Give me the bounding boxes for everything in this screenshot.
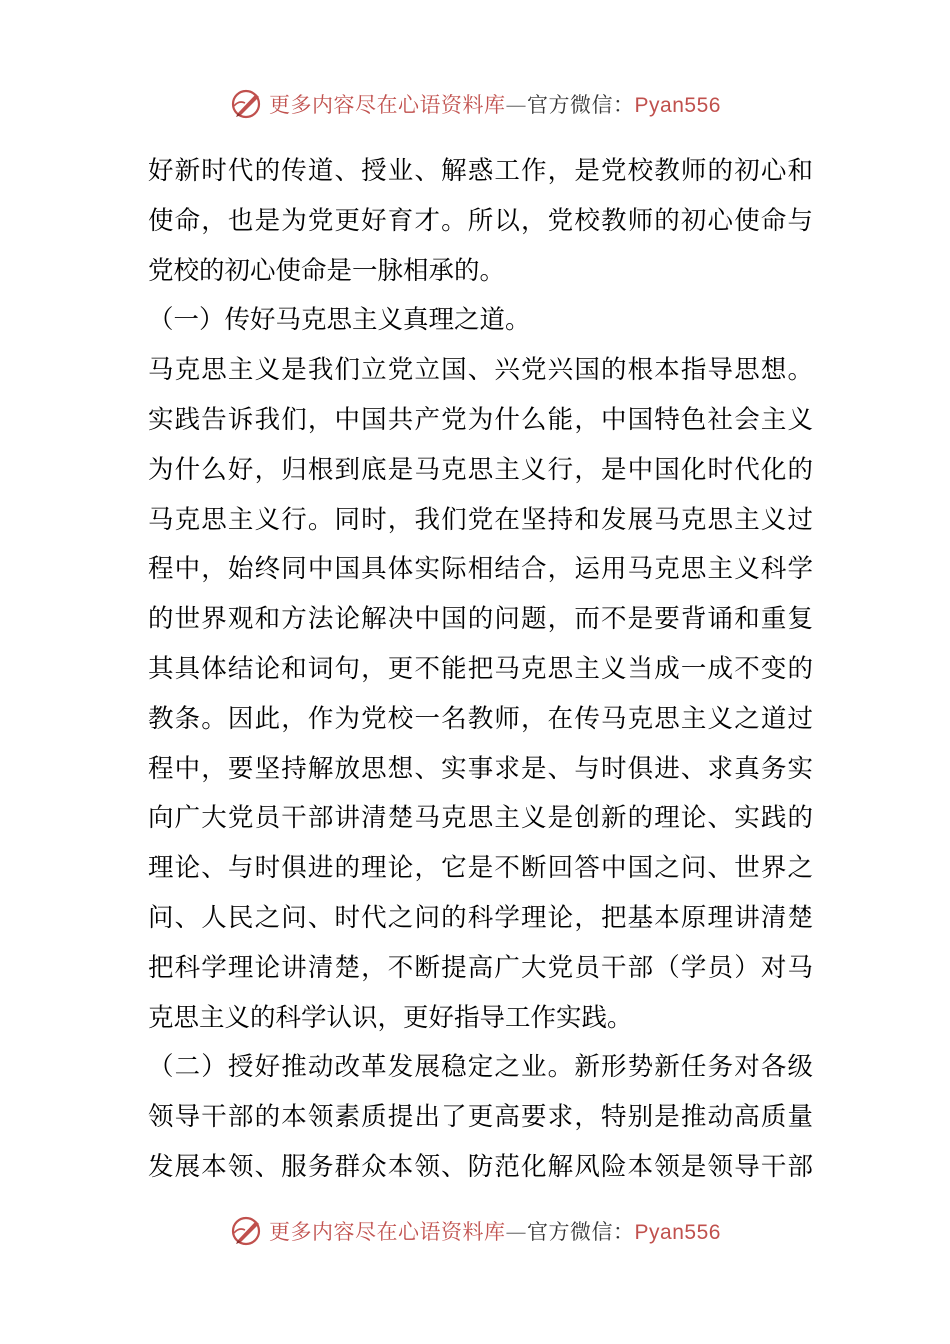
body-line: 向广大党员干部讲清楚马克思主义是创新的理论、实践的 — [148, 803, 813, 834]
footer-dash: — — [505, 1220, 528, 1244]
footer-official-label: 官方微信： — [527, 1220, 635, 1244]
body-line: 使命，也是为党更好育才。所以，党校教师的初心使命与 — [148, 205, 813, 236]
body-line: 程中，始终同中国具体实际相结合，运用马克思主义科学 — [148, 554, 813, 585]
footer-banner-text — [269, 1216, 721, 1246]
body-line: 问、人民之问、时代之问的科学理论，把基本原理讲清楚 — [148, 902, 813, 933]
body-line: 把科学理论讲清楚，不断提高广大党员干部（学员）对马 — [148, 952, 813, 983]
body-line: 程中，要坚持解放思想、实事求是、与时俱进、求真务实 — [148, 753, 813, 784]
header-banner — [0, 82, 950, 126]
body-line: 领导干部的本领素质提出了更高要求，特别是推动高质量 — [148, 1102, 813, 1133]
header-brand-text: 更多内容尽在心语资料库 — [269, 93, 506, 117]
body-line: 教条。因此，作为党校一名教师，在传马克思主义之道过 — [148, 703, 813, 734]
header-wechat-id: Pyan556 — [634, 94, 721, 117]
body-line: 为什么好，归根到底是马克思主义行，是中国化时代化的 — [148, 454, 813, 485]
header-banner-text — [269, 89, 721, 119]
footer-banner — [0, 1209, 950, 1253]
body-line: 马克思主义是我们立党立国、兴党兴国的根本指导思想。 — [148, 355, 813, 386]
body-line: 好新时代的传道、授业、解惑工作，是党校教师的初心和 — [148, 156, 813, 186]
body-line: 马克思主义行。同时，我们党在坚持和发展马克思主义过 — [148, 504, 813, 535]
footer-wechat-id: Pyan556 — [634, 1221, 721, 1244]
body-line: 克思主义的科学认识，更好指导工作实践。 — [148, 1002, 633, 1033]
body-line: 实践告诉我们，中国共产党为什么能，中国特色社会主义 — [148, 404, 813, 435]
header-dash: — — [505, 93, 528, 117]
body-line: 理论、与时俱进的理论，它是不断回答中国之问、世界之 — [148, 853, 813, 884]
body-line: 其具体结论和词句，更不能把马克思主义当成一成不变的 — [148, 653, 813, 684]
pen-logo-icon — [229, 1213, 265, 1249]
header-official-label: 官方微信： — [527, 93, 635, 117]
section-heading: （二）授好推动改革发展稳定之业。新形势新任务对各级 — [148, 1052, 813, 1083]
body-line: 发展本领、服务群众本领、防范化解风险本领是领导干部 — [148, 1151, 813, 1182]
body-line: 党校的初心使命是一脉相承的。 — [148, 255, 506, 286]
document-body — [148, 147, 813, 1193]
footer-brand-text: 更多内容尽在心语资料库 — [269, 1220, 506, 1244]
section-heading: （一）传好马克思主义真理之道。 — [148, 305, 531, 336]
body-line: 的世界观和方法论解决中国的问题，而不是要背诵和重复 — [148, 604, 813, 635]
pen-logo-icon — [229, 86, 265, 122]
